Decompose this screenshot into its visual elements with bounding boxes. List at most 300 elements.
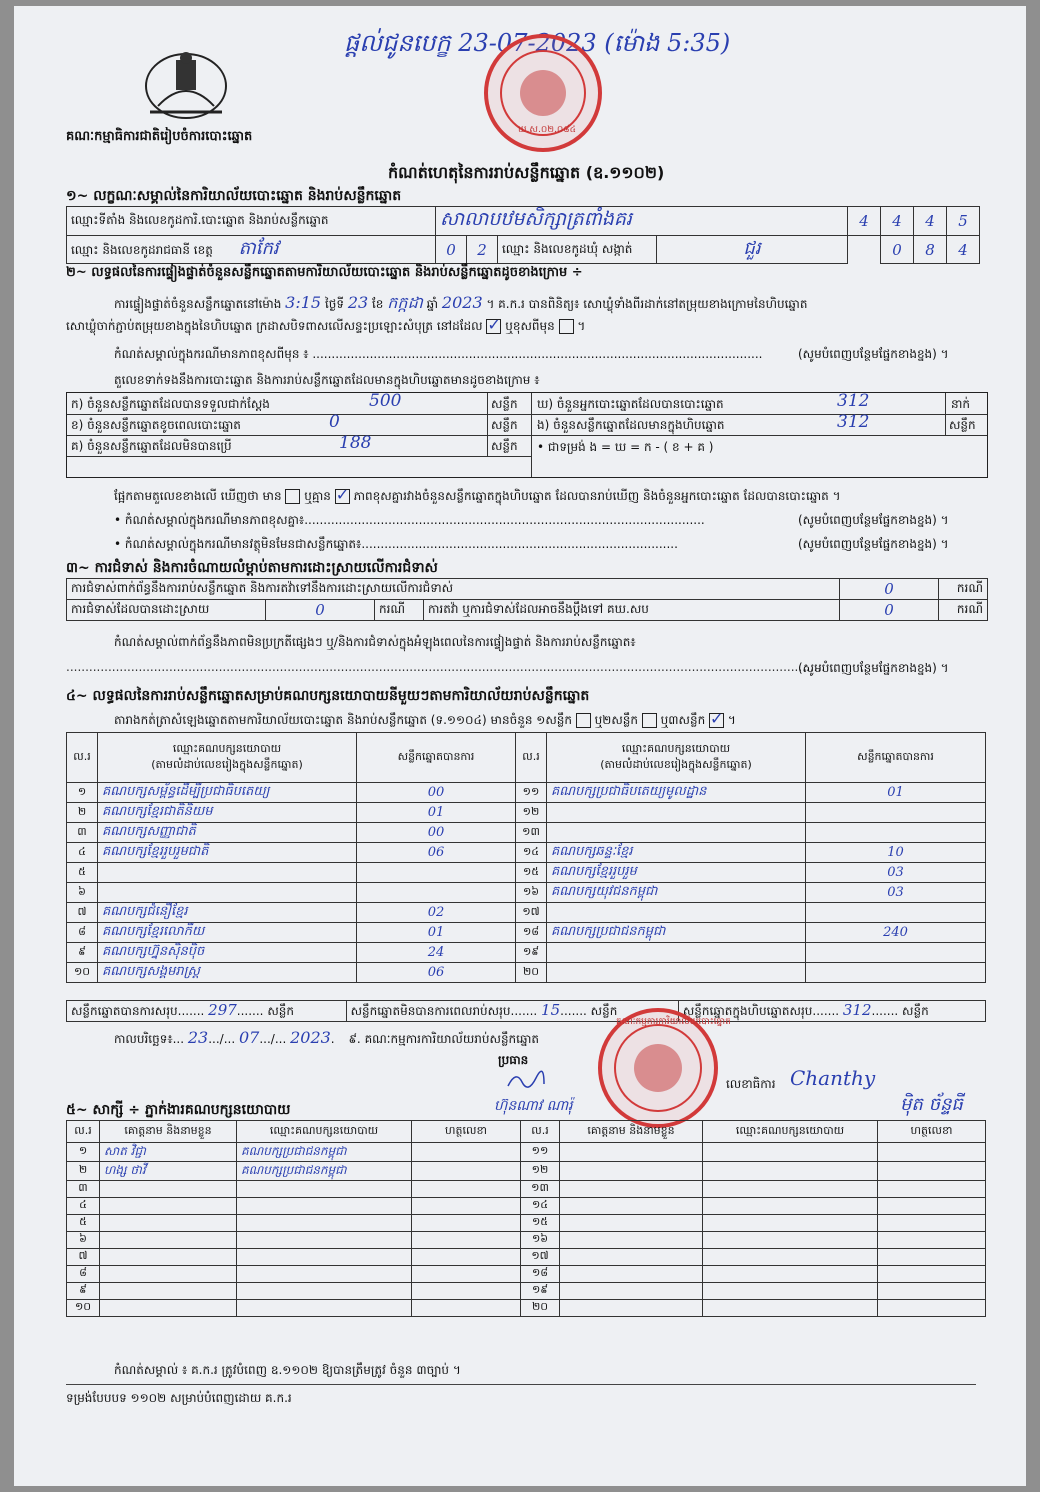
party-name [547, 803, 806, 823]
witness-signature[interactable] [878, 1162, 986, 1181]
voters-unit: នាក់ [951, 397, 971, 411]
party-no: ១៧ [516, 903, 547, 923]
witness-row [67, 1300, 986, 1317]
party-name: គណបក្សហ្វ៊ុនស៊ិនប៉ិច [98, 943, 357, 963]
section-5-heading: ៥~ សាក្សី ÷ ភ្នាក់ងារគណបក្សនយោបាយ [66, 1102, 291, 1118]
party-name [547, 963, 806, 983]
committee-signature-label: ៩. គណៈកម្មការការិយាល័យរាប់សន្លឹកឆ្នោត [348, 1032, 540, 1046]
appeal-label: ការតវ៉ា ឬការជំទាស់ដែលអាចនឹងប្ដឹងទៅ គឃ.សប [424, 600, 840, 621]
w-col-name-right: គោត្តនាម និងនាមខ្លួន [560, 1121, 703, 1143]
spoiled-label: ខ) ចំនួនសន្លឹកឆ្នោតខូចពេលបោះឆ្នោត [71, 418, 241, 432]
totals-table [66, 1000, 986, 1022]
col-party-left-title: ឈ្មោះគណបក្សនយោបាយ [172, 741, 282, 755]
section-1-heading: ១~ លក្ខណៈសម្គាល់នៃការិយាល័យបោះឆ្នោត និងរាប់សន្លឹកឆ្នោត [66, 188, 402, 204]
fill-note-1: (សូមបំពេញបន្ថែមផ្នែកខាងខ្នង) ។ [798, 347, 949, 361]
witness-no: ៩ [67, 1283, 100, 1300]
date-month: 07 [238, 1028, 260, 1047]
complaints-label: ការជំទាស់ពាក់ព័ន្ធនឹងការរាប់សន្លឹកឆ្នោត និងការតវ៉ាទៅនឹងការដោះស្រាយលើការជំទាស់ [67, 579, 840, 600]
in-box-label: ង) ចំនួនសន្លឹកឆ្នោតដែលមានក្នុងហិបឆ្នោត [537, 418, 725, 432]
witness-party [703, 1283, 878, 1300]
party-row [67, 803, 986, 823]
witness-row [67, 1249, 986, 1266]
witness-row [67, 1143, 986, 1162]
diff-note: • កំណត់សម្គាល់ក្នុងករណីមានភាពខុសគ្នា៖......................................................................................................... [114, 513, 705, 527]
witness-party: គណបក្សប្រជាជនកម្ពុជា [237, 1143, 412, 1162]
witness-no: ៥ [67, 1215, 100, 1232]
party-row [67, 943, 986, 963]
spoiled-value: 0 [329, 412, 340, 432]
total-invalid-value: 15 [541, 1001, 561, 1019]
president-name: ហ៊ុនណាវ ណារ៉ុ [494, 1098, 573, 1114]
date-year: 2023 [290, 1028, 331, 1047]
party-votes [806, 963, 986, 983]
witness-signature[interactable] [412, 1232, 521, 1249]
party-row [67, 903, 986, 923]
spoiled-unit: សន្លឹក [491, 418, 518, 432]
secretary-name: ម៉ិត ច័ន្ទធី [900, 1094, 963, 1115]
party-no: ១៦ [516, 883, 547, 903]
total-box-cell: សន្លឹកឆ្នោតក្នុងហិបឆ្នោតសរុប....... 312....... សន្លឹក [678, 1001, 985, 1022]
irregularity-note: កំណត់សម្គាល់ពាក់ព័ន្ធនឹងភាពមិនប្រក្រតីផ្សេងៗ ឬ/និងការជំទាស់ក្នុងអំឡុងពេលនៃការផ្ទៀងផ្ទាត់ និងការរាប់សន្លឹកឆ្នោត៖ [114, 635, 636, 649]
party-votes: 03 [806, 883, 986, 903]
president-signature-icon [506, 1068, 546, 1092]
witness-row [67, 1215, 986, 1232]
secretary-label: លេខាធិការ [726, 1077, 776, 1091]
party-name: គណបក្សសង្គមរាស្ត្រ [98, 963, 357, 983]
witness-row [67, 1198, 986, 1215]
col-votes-left: សន្លឹកឆ្នោតបានការ [357, 733, 516, 783]
commune-code-3: 4 [947, 236, 980, 264]
has-diff-checkbox[interactable] [285, 489, 300, 504]
different-checkbox[interactable] [559, 319, 574, 334]
witness-row [67, 1181, 986, 1198]
location-value: សាលាបឋមសិក្សាត្រពាំងគរ [436, 207, 848, 236]
witness-name: ហង្ស ថាវី [100, 1162, 237, 1181]
witness-signature[interactable] [412, 1283, 521, 1300]
witness-name [560, 1232, 703, 1249]
witness-name [100, 1198, 237, 1215]
witness-signature[interactable] [412, 1266, 521, 1283]
formula: • ជាទម្រង់ ង = ឃ = ក - ( ខ + គ ) [537, 440, 714, 454]
witness-name [560, 1266, 703, 1283]
date-label: កាលបរិច្ឆេទ៖ [114, 1032, 173, 1046]
party-votes: 01 [357, 923, 516, 943]
location-label: ឈ្មោះទីតាំង និងលេខកូដការិ.បោះឆ្នោត និងរាប់សន្លឹកឆ្នោត [67, 207, 436, 236]
witness-name [560, 1215, 703, 1232]
witness-party [237, 1198, 412, 1215]
voters-value: 312 [837, 391, 870, 411]
party-votes: 10 [806, 843, 986, 863]
witness-signature[interactable] [412, 1143, 521, 1162]
total-box-unit: សន្លឹក [902, 1004, 929, 1018]
commune-code-1: 0 [881, 236, 914, 264]
party-votes: 240 [806, 923, 986, 943]
party-votes: 00 [357, 823, 516, 843]
witness-no: ១៨ [521, 1266, 560, 1283]
province-code-2: 2 [467, 236, 498, 264]
no-diff-checkbox[interactable] [335, 489, 350, 504]
two-sheet-checkbox[interactable] [642, 713, 657, 728]
party-name: គណបក្សយុវជនកម្ពុជា [547, 883, 806, 903]
witness-signature[interactable] [878, 1215, 986, 1232]
different-label: ឬខុសពីមុន [505, 319, 555, 333]
party-no: ២ [67, 803, 98, 823]
party-no: ១០ [67, 963, 98, 983]
sheet-count-intro: តារាងកត់ត្រាសំឡេងឆ្នោតតាមការិយាល័យបោះឆ្នោត និងរាប់សន្លឹកឆ្នោត (ទ.១១០៤) មានចំនួន ១សន្លឹក [114, 713, 572, 727]
witness-table [66, 1120, 986, 1317]
received-label: ក) ចំនួនសន្លឹកឆ្នោតដែលបានទទួលជាក់ស្តែង [71, 397, 270, 411]
witness-party [703, 1232, 878, 1249]
president-label: ប្រធាន [498, 1053, 529, 1067]
witness-name [560, 1143, 703, 1162]
party-row [67, 843, 986, 863]
party-row [67, 863, 986, 883]
col-party-right [547, 733, 806, 783]
figures-box [66, 392, 988, 478]
difference-note-line: កំណត់សម្គាល់ក្នុងករណីមានភាពខុសពីមុន ៖ ...................................................................................................................... [114, 347, 763, 361]
official-stamp-bottom [598, 1008, 731, 1128]
w-col-sign-left: ហត្ថលេខា [412, 1121, 521, 1143]
three-sheet-label: ឬ៣សន្លឹក [660, 713, 706, 727]
official-stamp-top [484, 34, 602, 152]
witness-signature[interactable] [878, 1266, 986, 1283]
witness-no: ១៦ [521, 1232, 560, 1249]
commune-value: ជួរ [657, 236, 848, 264]
party-row [67, 923, 986, 943]
witness-signature[interactable] [412, 1162, 521, 1181]
seal-status-text: សោឃ្លុំចាក់ភ្ជាប់តម្រុយខាងក្នុងនៃហិបឆ្នោត ក្រដាសបិទពាសលើសន្ទះប្រឡោះសំបុត្រ នៅដដែល [66, 319, 483, 333]
party-name [547, 943, 806, 963]
witness-no: ១ [67, 1143, 100, 1162]
w-col-sign-right: ហត្ថលេខា [878, 1121, 986, 1143]
party-no: ១៥ [516, 863, 547, 883]
verification-text: ។ គ.ក.រ បានពិនិត្យ៖ សោឃ្លុំទាំងពីរដាក់នៅតម្រុយខាងក្រោមនៃហិបឆ្នោត [486, 297, 808, 311]
witness-name [560, 1162, 703, 1181]
witness-signature[interactable] [878, 1283, 986, 1300]
other-object-note: • កំណត់សម្គាល់ក្នុងករណីមានវត្ថុមិនមែនជាសន្លឹកឆ្នោត៖................................................................................... [114, 537, 678, 551]
date-day: 23 [187, 1028, 209, 1047]
witness-party [237, 1300, 412, 1317]
verification-line-2: សោឃ្លុំចាក់ភ្ជាប់តម្រុយខាងក្នុងនៃហិបឆ្នោត ក្រដាសបិទពាសលើសន្ទះប្រឡោះសំបុត្រ នៅដដែល ✓ ឬខុសពីមុន ។ [66, 318, 585, 336]
col-party-left-sub: (តាមលំដាប់លេខរៀងក្នុងសន្លឹកឆ្នោត) [151, 757, 303, 771]
fill-note-3: (សូមបំពេញបន្ថែមផ្នែកខាងខ្នង) ។ [798, 537, 949, 551]
location-code-4: 5 [947, 207, 980, 236]
one-sheet-checkbox[interactable] [576, 713, 591, 728]
party-name: គណបក្សខ្មែររួបរួម [547, 863, 806, 883]
total-invalid-unit: សន្លឹក [590, 1004, 618, 1018]
party-votes: 01 [806, 783, 986, 803]
unused-value: 188 [339, 433, 372, 453]
party-results-table [66, 732, 986, 983]
complaints-unit: ករណី [939, 579, 988, 600]
total-valid-label: សន្លឹកឆ្នោតបានការសរុប [71, 1004, 178, 1018]
total-invalid-cell: សន្លឹកឆ្នោតមិនបានការពេលរាប់សរុប....... 15....... សន្លឹក [346, 1001, 678, 1022]
witness-row [67, 1232, 986, 1249]
witness-signature[interactable] [412, 1215, 521, 1232]
section-2-heading: ២~ លទ្ធផលនៃការផ្ទៀងផ្ទាត់ចំនួនសន្លឹកឆ្នោតតាមការិយាល័យបោះឆ្នោត និងរាប់សន្លឹកឆ្នោតដូចខាងក្រោម ÷ [66, 265, 583, 280]
witness-no: ៣ [67, 1181, 100, 1198]
witness-no: ១៧ [521, 1249, 560, 1266]
total-valid-cell: សន្លឹកឆ្នោតបានការសរុប....... 297....... សន្លឹក [67, 1001, 347, 1022]
witness-row [67, 1162, 986, 1181]
party-no: ៧ [67, 903, 98, 923]
witness-no: ២ [67, 1162, 100, 1181]
time-value: 3:15 [285, 293, 322, 312]
in-box-value: 312 [837, 412, 870, 432]
unused-unit: សន្លឹក [491, 439, 518, 453]
party-no: ៨ [67, 923, 98, 943]
commune-code-2: 8 [914, 236, 947, 264]
stamp-code: ឃ.ស.០២.០៨៤ [518, 125, 577, 135]
national-emblem-icon [140, 46, 232, 122]
w-col-name-left: គោត្តនាម និងនាមខ្លួន [100, 1121, 237, 1143]
day-value: 23 [347, 293, 369, 312]
party-row [67, 963, 986, 983]
party-no: ១៨ [516, 923, 547, 943]
two-sheet-label: ឬ២សន្លឹក [594, 713, 639, 727]
w-col-no-left: ល.រ [67, 1121, 100, 1143]
discrepancy-line [114, 488, 841, 506]
discrepancy-text: ភាពខុសគ្នារវាងចំនួនសន្លឹកឆ្នោតក្នុងហិបឆ្នោត ដែលបានរាប់ឃើញ និងចំនួនអ្នកបោះឆ្នោត ដែលបានបោះឆ្នោត ។ [353, 489, 841, 503]
party-votes: 00 [357, 783, 516, 803]
party-no: ១៩ [516, 943, 547, 963]
witness-name [100, 1215, 237, 1232]
witness-no: ៤ [67, 1198, 100, 1215]
witness-party [703, 1249, 878, 1266]
year-value: 2023 [441, 293, 483, 312]
party-votes [357, 883, 516, 903]
party-name: គណបក្សប្រជាធិបតេយ្យមូលដ្ឋាន [547, 783, 806, 803]
witness-signature[interactable] [412, 1181, 521, 1198]
witness-party [703, 1162, 878, 1181]
resolved-unit: ករណី [375, 600, 424, 621]
section-4-heading: ៤~ លទ្ធផលនៃការរាប់សន្លឹកឆ្នោតសម្រាប់គណបក្សនយោបាយនីមួយៗតាមការិយាល័យរាប់សន្លឹកឆ្នោត [66, 688, 590, 704]
voters-label: ឃ) ចំនួនអ្នកបោះឆ្នោតដែលបានបោះឆ្នោត [537, 397, 724, 411]
section-3-heading: ៣~ ការជំទាស់ និងការចំណាយលំម្ដាប់តាមការដោះស្រាយលើការជំទាស់ [66, 560, 438, 576]
appeal-value: 0 [840, 600, 939, 621]
witness-party [237, 1249, 412, 1266]
no-diff-label: ឬគ្មាន [304, 489, 331, 503]
total-valid-unit: សន្លឹក [267, 1004, 294, 1018]
day-label: ថ្ងៃទី [324, 297, 344, 311]
witness-party [703, 1300, 878, 1317]
province-label: ឈ្មោះ និងលេខកូដរាជធានី ខេត្ត [71, 243, 213, 257]
witness-signature[interactable] [878, 1143, 986, 1162]
party-no: ១១ [516, 783, 547, 803]
w-col-party-left: ឈ្មោះគណបក្សនយោបាយ [237, 1121, 412, 1143]
verification-line-1 [114, 292, 807, 316]
witness-no: ២០ [521, 1300, 560, 1317]
committee-name: គណៈកម្មាធិការជាតិរៀបចំការបោះឆ្នោត [66, 129, 253, 144]
party-row [67, 783, 986, 803]
witness-signature[interactable] [412, 1198, 521, 1215]
appeal-unit: ករណី [939, 600, 988, 621]
witness-party [703, 1266, 878, 1283]
witness-name [100, 1266, 237, 1283]
witness-name [560, 1283, 703, 1300]
witness-name [560, 1198, 703, 1215]
witness-name: សាត វិជ្ជា [100, 1143, 237, 1162]
col-party-right-title: ឈ្មោះគណបក្សនយោបាយ [621, 741, 731, 755]
party-row [67, 823, 986, 843]
party-votes: 06 [357, 843, 516, 863]
has-diff-label: ផ្អែកតាមតួលេខខាងលើ ឃើញថា មាន [114, 489, 282, 503]
col-party-left [98, 733, 357, 783]
witness-name [100, 1249, 237, 1266]
party-name: គណបក្សឆន្ទៈខ្មែរ [547, 843, 806, 863]
witness-signature[interactable] [878, 1198, 986, 1215]
total-valid-value: 297 [208, 1001, 237, 1019]
footnote: កំណត់សម្គាល់ ៖ គ.ក.រ ត្រូវបំពេញ ឧ.១១០២ ឱ្យបានត្រឹមត្រូវ ចំនួន ៣ច្បាប់ ។ [114, 1363, 461, 1377]
commune-label: ឈ្មោះ និងលេខកូដឃុំ សង្កាត់ [498, 236, 657, 264]
witness-no: ១០ [67, 1300, 100, 1317]
witness-signature[interactable] [878, 1249, 986, 1266]
witness-signature[interactable] [412, 1300, 521, 1317]
witness-no: ១១ [521, 1143, 560, 1162]
witness-row [67, 1283, 986, 1300]
party-no: ២០ [516, 963, 547, 983]
witness-party [703, 1215, 878, 1232]
witness-name [560, 1181, 703, 1198]
witness-party [237, 1283, 412, 1300]
party-no: ៤ [67, 843, 98, 863]
party-votes: 02 [357, 903, 516, 923]
witness-name [100, 1283, 237, 1300]
complaints-value: 0 [840, 579, 939, 600]
resolved-label: ការជំទាស់ដែលបានដោះស្រាយ [67, 600, 266, 621]
witness-no: ១៤ [521, 1198, 560, 1215]
col-votes-right: សន្លឹកឆ្នោតបានការ [806, 733, 986, 783]
witness-no: ១៩ [521, 1283, 560, 1300]
w-col-party-right: ឈ្មោះគណបក្សនយោបាយ [703, 1121, 878, 1143]
total-box-label: សន្លឹកឆ្នោតក្នុងហិបឆ្នោតសរុប [682, 1004, 813, 1018]
figures-intro: តួលេខទាក់ទងនឹងការបោះឆ្នោត និងការរាប់សន្លឹកឆ្នោតដែលមានក្នុងហិបឆ្នោតមានដូចខាងក្រោម ៖ [114, 373, 540, 387]
party-no: ៩ [67, 943, 98, 963]
party-name: គណបក្សសម្ព័ន្ធដើម្បីប្រជាធិបតេយ្យ [98, 783, 357, 803]
witness-party [237, 1181, 412, 1198]
date-line: កាលបរិច្ឆេទ៖... 23.../... 07.../... 2023. ៩. គណៈកម្មការការិយាល័យរាប់សន្លឹកឆ្នោត [114, 1028, 540, 1047]
party-name: គណបក្សសញ្ញាជាតិ [98, 823, 357, 843]
w-col-no-right: ល.រ [521, 1121, 560, 1143]
col-no-left: ល.រ [67, 733, 98, 783]
footer-divider [66, 1384, 976, 1385]
section-1-table [66, 206, 980, 264]
party-name [98, 883, 357, 903]
party-no: ៦ [67, 883, 98, 903]
party-name: គណបក្សប្រជាជនកម្ពុជា [547, 923, 806, 943]
party-no: ១ [67, 783, 98, 803]
party-votes: 01 [357, 803, 516, 823]
fill-note-4: (សូមបំពេញបន្ថែមផ្នែកខាងខ្នង) ។ [798, 661, 949, 675]
location-code-1: 4 [848, 207, 881, 236]
total-box-value: 312 [842, 1001, 872, 1019]
secretary-signature: Chanthy [790, 1066, 876, 1090]
top-handwritten-note: ផ្តល់ជូនបេក្ខ 23-07-2023 (ម៉ោង 5:35) [344, 29, 731, 57]
witness-name [560, 1300, 703, 1317]
sheet-count-line: តារាងកត់ត្រាសំឡេងឆ្នោតតាមការិយាល័យបោះឆ្នោត និងរាប់សន្លឹកឆ្នោត (ទ.១១០៤) មានចំនួន ១សន្លឹក ឬ២សន្លឹក ឬ៣សន្លឹក ✓ ។ [114, 712, 736, 730]
witness-signature[interactable] [878, 1181, 986, 1198]
fill-note-2: (សូមបំពេញបន្ថែមផ្នែកខាងខ្នង) ។ [798, 513, 949, 527]
form-title: កំណត់ហេតុនៃការរាប់សន្លឹកឆ្នោត (ឧ.១១០២) [388, 163, 665, 182]
witness-signature[interactable] [878, 1232, 986, 1249]
province-value: តាកែវ [238, 238, 279, 259]
witness-no: ១៥ [521, 1215, 560, 1232]
party-votes [357, 863, 516, 883]
party-no: ៥ [67, 863, 98, 883]
witness-party [703, 1143, 878, 1162]
witness-party [703, 1181, 878, 1198]
stamp-text: គណៈកម្មការការិយាល័យបោះឆ្នោត [616, 1017, 731, 1027]
month-label: ខែ [372, 297, 384, 311]
form-footer: ទម្រង់បែបបទ ១១០២ សម្រាប់បំពេញដោយ គ.ក.រ [66, 1391, 292, 1405]
witness-party [237, 1215, 412, 1232]
col-party-right-sub: (តាមលំដាប់លេខរៀងក្នុងសន្លឹកឆ្នោត) [600, 757, 752, 771]
party-name: គណបក្សខ្មែររួបរួមជាតិ [98, 843, 357, 863]
party-no: ១៤ [516, 843, 547, 863]
resolved-value: 0 [266, 600, 375, 621]
witness-no: ១២ [521, 1162, 560, 1181]
party-votes: 24 [357, 943, 516, 963]
witness-no: ១៣ [521, 1181, 560, 1198]
witness-party [703, 1198, 878, 1215]
witness-no: ៧ [67, 1249, 100, 1266]
irregularity-dots: ....................................................................................................................................................................................................... [66, 660, 826, 674]
party-votes: 03 [806, 863, 986, 883]
witness-name [100, 1232, 237, 1249]
party-name: គណបក្សខ្មែរជាតិនិយម [98, 803, 357, 823]
party-name [98, 863, 357, 883]
party-votes: 06 [357, 963, 516, 983]
complaints-table [66, 578, 988, 621]
party-no: ៣ [67, 823, 98, 843]
party-votes [806, 903, 986, 923]
time-label: ការផ្ទៀងផ្ទាត់ចំនួនសន្លឹកឆ្នោតនៅម៉ោង [114, 297, 282, 311]
year-label: ឆ្នាំ [426, 297, 439, 311]
witness-party [237, 1266, 412, 1283]
party-no: ១៣ [516, 823, 547, 843]
same-checkbox[interactable] [486, 319, 501, 334]
party-name [547, 903, 806, 923]
province-code-1: 0 [436, 236, 467, 264]
witness-row [67, 1266, 986, 1283]
party-name: គណបក្សខ្មែរលោកីយ [98, 923, 357, 943]
witness-name [100, 1181, 237, 1198]
witness-no: ៦ [67, 1232, 100, 1249]
three-sheet-checkbox[interactable] [709, 713, 724, 728]
location-code-3: 4 [914, 207, 947, 236]
party-row [67, 883, 986, 903]
total-invalid-label: សន្លឹកឆ្នោតមិនបានការពេលរាប់សរុប [350, 1004, 511, 1018]
party-votes [806, 803, 986, 823]
witness-signature[interactable] [412, 1249, 521, 1266]
unused-label: គ) ចំនួនសន្លឹកឆ្នោតដែលមិនបានប្រើ [71, 439, 232, 453]
form-sheet [14, 6, 1026, 1486]
received-unit: សន្លឹក [491, 397, 518, 411]
party-votes [806, 823, 986, 843]
witness-no: ៨ [67, 1266, 100, 1283]
witness-signature[interactable] [878, 1300, 986, 1317]
party-name: គណបក្សជំនឿខ្មែរ [98, 903, 357, 923]
location-code-2: 4 [881, 207, 914, 236]
month-value: កក្កដា [387, 293, 423, 312]
received-value: 500 [369, 391, 402, 411]
in-box-unit: សន្លឹក [949, 418, 976, 432]
witness-name [560, 1249, 703, 1266]
party-votes [806, 943, 986, 963]
witness-name [100, 1300, 237, 1317]
party-name [547, 823, 806, 843]
witness-party: គណបក្សប្រជាជនកម្ពុជា [237, 1162, 412, 1181]
